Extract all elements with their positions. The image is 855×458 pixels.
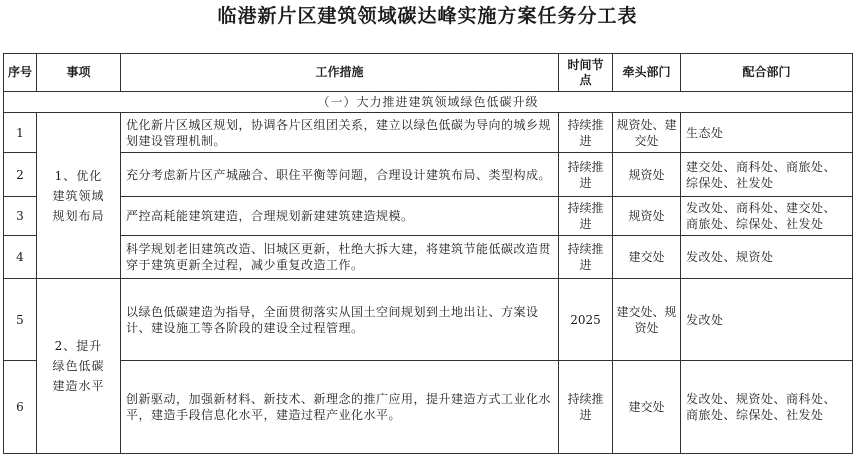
task-table [3, 53, 853, 454]
row-lead: 建交处 [613, 236, 681, 279]
row-seq: 6 [4, 361, 37, 454]
table-row [4, 279, 853, 361]
row-measure: 以绿色低碳建造为指导，全面贯彻落实从国土空间规划到土地出让、方案设计、建设施工等各阶段的建设全过程管理。 [121, 279, 559, 361]
group-label: 2、提升绿色低碳建造水平 [37, 279, 121, 454]
row-time: 2025 [559, 279, 613, 361]
header-coop: 配合部门 [681, 54, 853, 92]
header-measures: 工作措施 [121, 54, 559, 92]
row-seq: 5 [4, 279, 37, 361]
row-seq: 4 [4, 236, 37, 279]
row-measure: 严控高耗能建筑建造，合理规划新建建筑建造规模。 [121, 197, 559, 236]
row-lead: 规资处 [613, 197, 681, 236]
row-lead: 规资处 [613, 153, 681, 197]
row-lead: 建交处、规资处 [613, 279, 681, 361]
row-seq: 1 [4, 113, 37, 153]
row-time: 持续推进 [559, 236, 613, 279]
table-row [4, 361, 853, 454]
row-coop: 生态处 [681, 113, 853, 153]
row-time: 持续推进 [559, 113, 613, 153]
row-measure: 充分考虑新片区产城融合、职住平衡等问题，合理设计建筑布局、类型构成。 [121, 153, 559, 197]
row-coop: 发改处 [681, 279, 853, 361]
row-measure: 创新驱动，加强新材料、新技术、新理念的推广应用，提升建造方式工业化水平，建造手段信息化水平，建造过程产业化水平。 [121, 361, 559, 454]
header-row [4, 54, 853, 92]
row-time: 持续推进 [559, 153, 613, 197]
row-coop: 发改处、规资处、商科处、商旅处、综保处、社发处 [681, 361, 853, 454]
header-item: 事项 [37, 54, 121, 92]
table-row [4, 236, 853, 279]
section-row [4, 92, 853, 113]
row-seq: 3 [4, 197, 37, 236]
row-lead: 规资处、建交处 [613, 113, 681, 153]
header-lead: 牵头部门 [613, 54, 681, 92]
row-time: 持续推进 [559, 361, 613, 454]
row-measure: 优化新片区城区规划，协调各片区组团关系，建立以绿色低碳为导向的城乡规划建设管理机制。 [121, 113, 559, 153]
table-row [4, 113, 853, 153]
page-title: 临港新片区建筑领域碳达峰实施方案任务分工表 [217, 5, 638, 27]
header-seq: 序号 [4, 54, 37, 92]
row-time: 持续推进 [559, 197, 613, 236]
row-coop: 发改处、规资处 [681, 236, 853, 279]
table-row [4, 197, 853, 236]
row-measure: 科学规划老旧建筑改造、旧城区更新，杜绝大拆大建，将建筑节能低碳改造贯穿于建筑更新全过程，减少重复改造工作。 [121, 236, 559, 279]
row-coop: 建交处、商科处、商旅处、综保处、社发处 [681, 153, 853, 197]
header-time: 时间节点 [559, 54, 613, 92]
row-coop: 发改处、商科处、建交处、商旅处、综保处、社发处 [681, 197, 853, 236]
section-title: （一）大力推进建筑领域绿色低碳升级 [4, 92, 853, 113]
row-lead: 建交处 [613, 361, 681, 454]
group-label: 1、优化建筑领域规划布局 [37, 113, 121, 279]
row-seq: 2 [4, 153, 37, 197]
table-row [4, 153, 853, 197]
